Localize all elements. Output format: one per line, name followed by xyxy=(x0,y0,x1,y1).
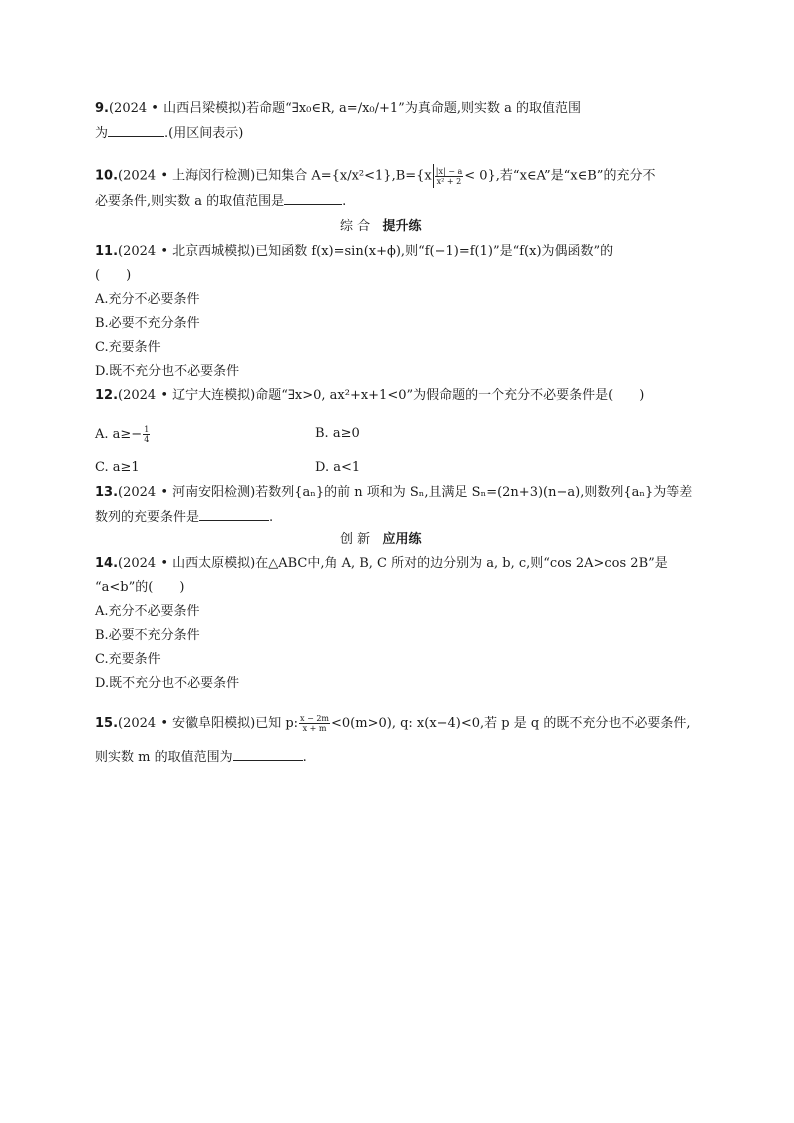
section-heading-left: 综 合 xyxy=(340,219,371,234)
question-10-line-1 xyxy=(95,164,655,188)
fraction-numerator: |x| − a xyxy=(435,166,463,176)
question-12-options-row-2 xyxy=(95,459,361,477)
question-14-text: (2024 • 山西太原模拟)在△ABC中,角 A, B, C 所对的边分别为 a, b, c,则“cos 2A>cos 2B”是 xyxy=(118,556,668,571)
question-11-option-a[interactable]: A.充分不必要条件 xyxy=(95,292,200,307)
question-14-option-b[interactable]: B.必要不充分条件 xyxy=(95,628,200,643)
option-a-text: A. a≥− xyxy=(95,427,143,442)
question-9-number: 9. xyxy=(95,101,109,116)
question-10-line2-post: . xyxy=(342,194,347,209)
fraction-denominator: x² + 2 xyxy=(436,176,462,186)
question-10-text-post: < 0},若“x∈A”是“x∈B”的充分不 xyxy=(464,168,656,184)
question-9-text-pre: 为 xyxy=(95,126,109,141)
answer-blank-15[interactable] xyxy=(233,748,303,761)
section-heading-right: 提升练 xyxy=(382,219,422,234)
question-11-option-b[interactable]: B.必要不充分条件 xyxy=(95,316,200,331)
fraction-denominator: 4 xyxy=(144,435,150,444)
question-9-text-post: .(用区间表示) xyxy=(164,126,244,141)
question-15-text-post: <0(m>0), q: x(x−4)<0,若 p 是 q 的既不充分也不必要条件, xyxy=(331,716,691,731)
question-11-option-c[interactable]: C.充要条件 xyxy=(95,340,161,355)
section-heading-right: 应用练 xyxy=(382,532,422,547)
question-15-line2-post: . xyxy=(302,750,307,765)
question-12-option-c[interactable]: C. a≥1 xyxy=(95,460,140,475)
question-13-text: (2024 • 河南安阳检测)若数列{aₙ}的前 n 项和为 Sₙ,且满足 Sₙ=(2n+3)(n−a),则数列{aₙ}为等差 xyxy=(118,485,693,500)
section-heading-left: 创 新 xyxy=(340,532,371,547)
question-14-number: 14. xyxy=(95,556,119,571)
question-11-option-d[interactable]: D.既不充分也不必要条件 xyxy=(95,364,240,379)
question-12-option-b[interactable]: B. a≥0 xyxy=(315,426,360,441)
question-9-line-2 xyxy=(95,124,243,143)
question-15-text-pre: (2024 • 安徽阜阳模拟)已知 p: xyxy=(118,716,299,731)
question-12-text: (2024 • 辽宁大连模拟)命题“∃x>0, ax²+x+1<0”为假命题的一个充分不必要条件是( ) xyxy=(118,388,645,403)
question-13-line-2 xyxy=(95,508,273,527)
question-11-text: (2024 • 北京西城模拟)已知函数 f(x)=sin(x+ϕ),则“f(−1)=f(1)”是“f(x)为偶函数”的 xyxy=(118,244,614,259)
question-12-options-row-1 xyxy=(95,425,360,444)
answer-blank-13[interactable] xyxy=(199,508,269,521)
question-13-number: 13. xyxy=(95,485,119,500)
question-10-number: 10. xyxy=(95,168,119,184)
question-12-option-a[interactable] xyxy=(95,427,151,442)
question-14-option-d[interactable]: D.既不充分也不必要条件 xyxy=(95,676,240,691)
question-10-line2-text: 必要条件,则实数 a 的取值范围是 xyxy=(95,194,285,209)
question-9-text: (2024 • 山西吕梁模拟)若命题“∃x₀∈R, a=/x₀/+1”为真命题,则实数 a 的取值范围 xyxy=(108,101,581,116)
answer-blank-10[interactable] xyxy=(284,192,342,205)
question-15-line2-text: 则实数 m 的取值范围为 xyxy=(95,750,233,765)
question-9-line-1 xyxy=(95,100,581,118)
section-heading-comprehensive xyxy=(340,218,422,236)
question-15-line-1 xyxy=(95,714,690,733)
question-14-line-1 xyxy=(95,555,668,573)
fraction-denominator: x + m xyxy=(302,724,327,733)
fraction-numerator: x − 2m xyxy=(300,714,330,723)
fraction-numerator: 1 xyxy=(144,425,150,434)
question-11-line-1 xyxy=(95,243,613,261)
question-10-line-2 xyxy=(95,192,346,211)
question-14-option-c[interactable]: C.充要条件 xyxy=(95,652,161,667)
question-15-fraction xyxy=(299,714,330,733)
question-13-line2-post: . xyxy=(269,510,274,525)
question-13-line-1 xyxy=(95,484,692,502)
question-13-line2-text: 数列的充要条件是 xyxy=(95,510,200,525)
question-15-line-2 xyxy=(95,748,307,767)
answer-blank-9[interactable] xyxy=(108,124,164,137)
question-10-text-pre: (2024 • 上海闵行检测)已知集合 A={x/x²<1},B={x xyxy=(118,168,432,184)
question-14-option-a[interactable]: A.充分不必要条件 xyxy=(95,604,200,619)
question-15-number: 15. xyxy=(95,716,119,731)
option-a-fraction xyxy=(143,425,150,444)
question-11-number: 11. xyxy=(95,244,119,259)
section-heading-innovation xyxy=(340,531,422,549)
question-12-line-1 xyxy=(95,387,644,405)
question-12-option-d[interactable]: D. a<1 xyxy=(315,460,361,475)
question-11-line-2 xyxy=(95,267,131,285)
question-12-number: 12. xyxy=(95,388,119,403)
question-11-answer-bracket[interactable]: ( ) xyxy=(95,268,132,283)
question-10-fraction xyxy=(435,167,463,186)
question-14-line-2[interactable]: “a<b”的( ) xyxy=(95,580,185,595)
set-bar xyxy=(433,164,434,188)
